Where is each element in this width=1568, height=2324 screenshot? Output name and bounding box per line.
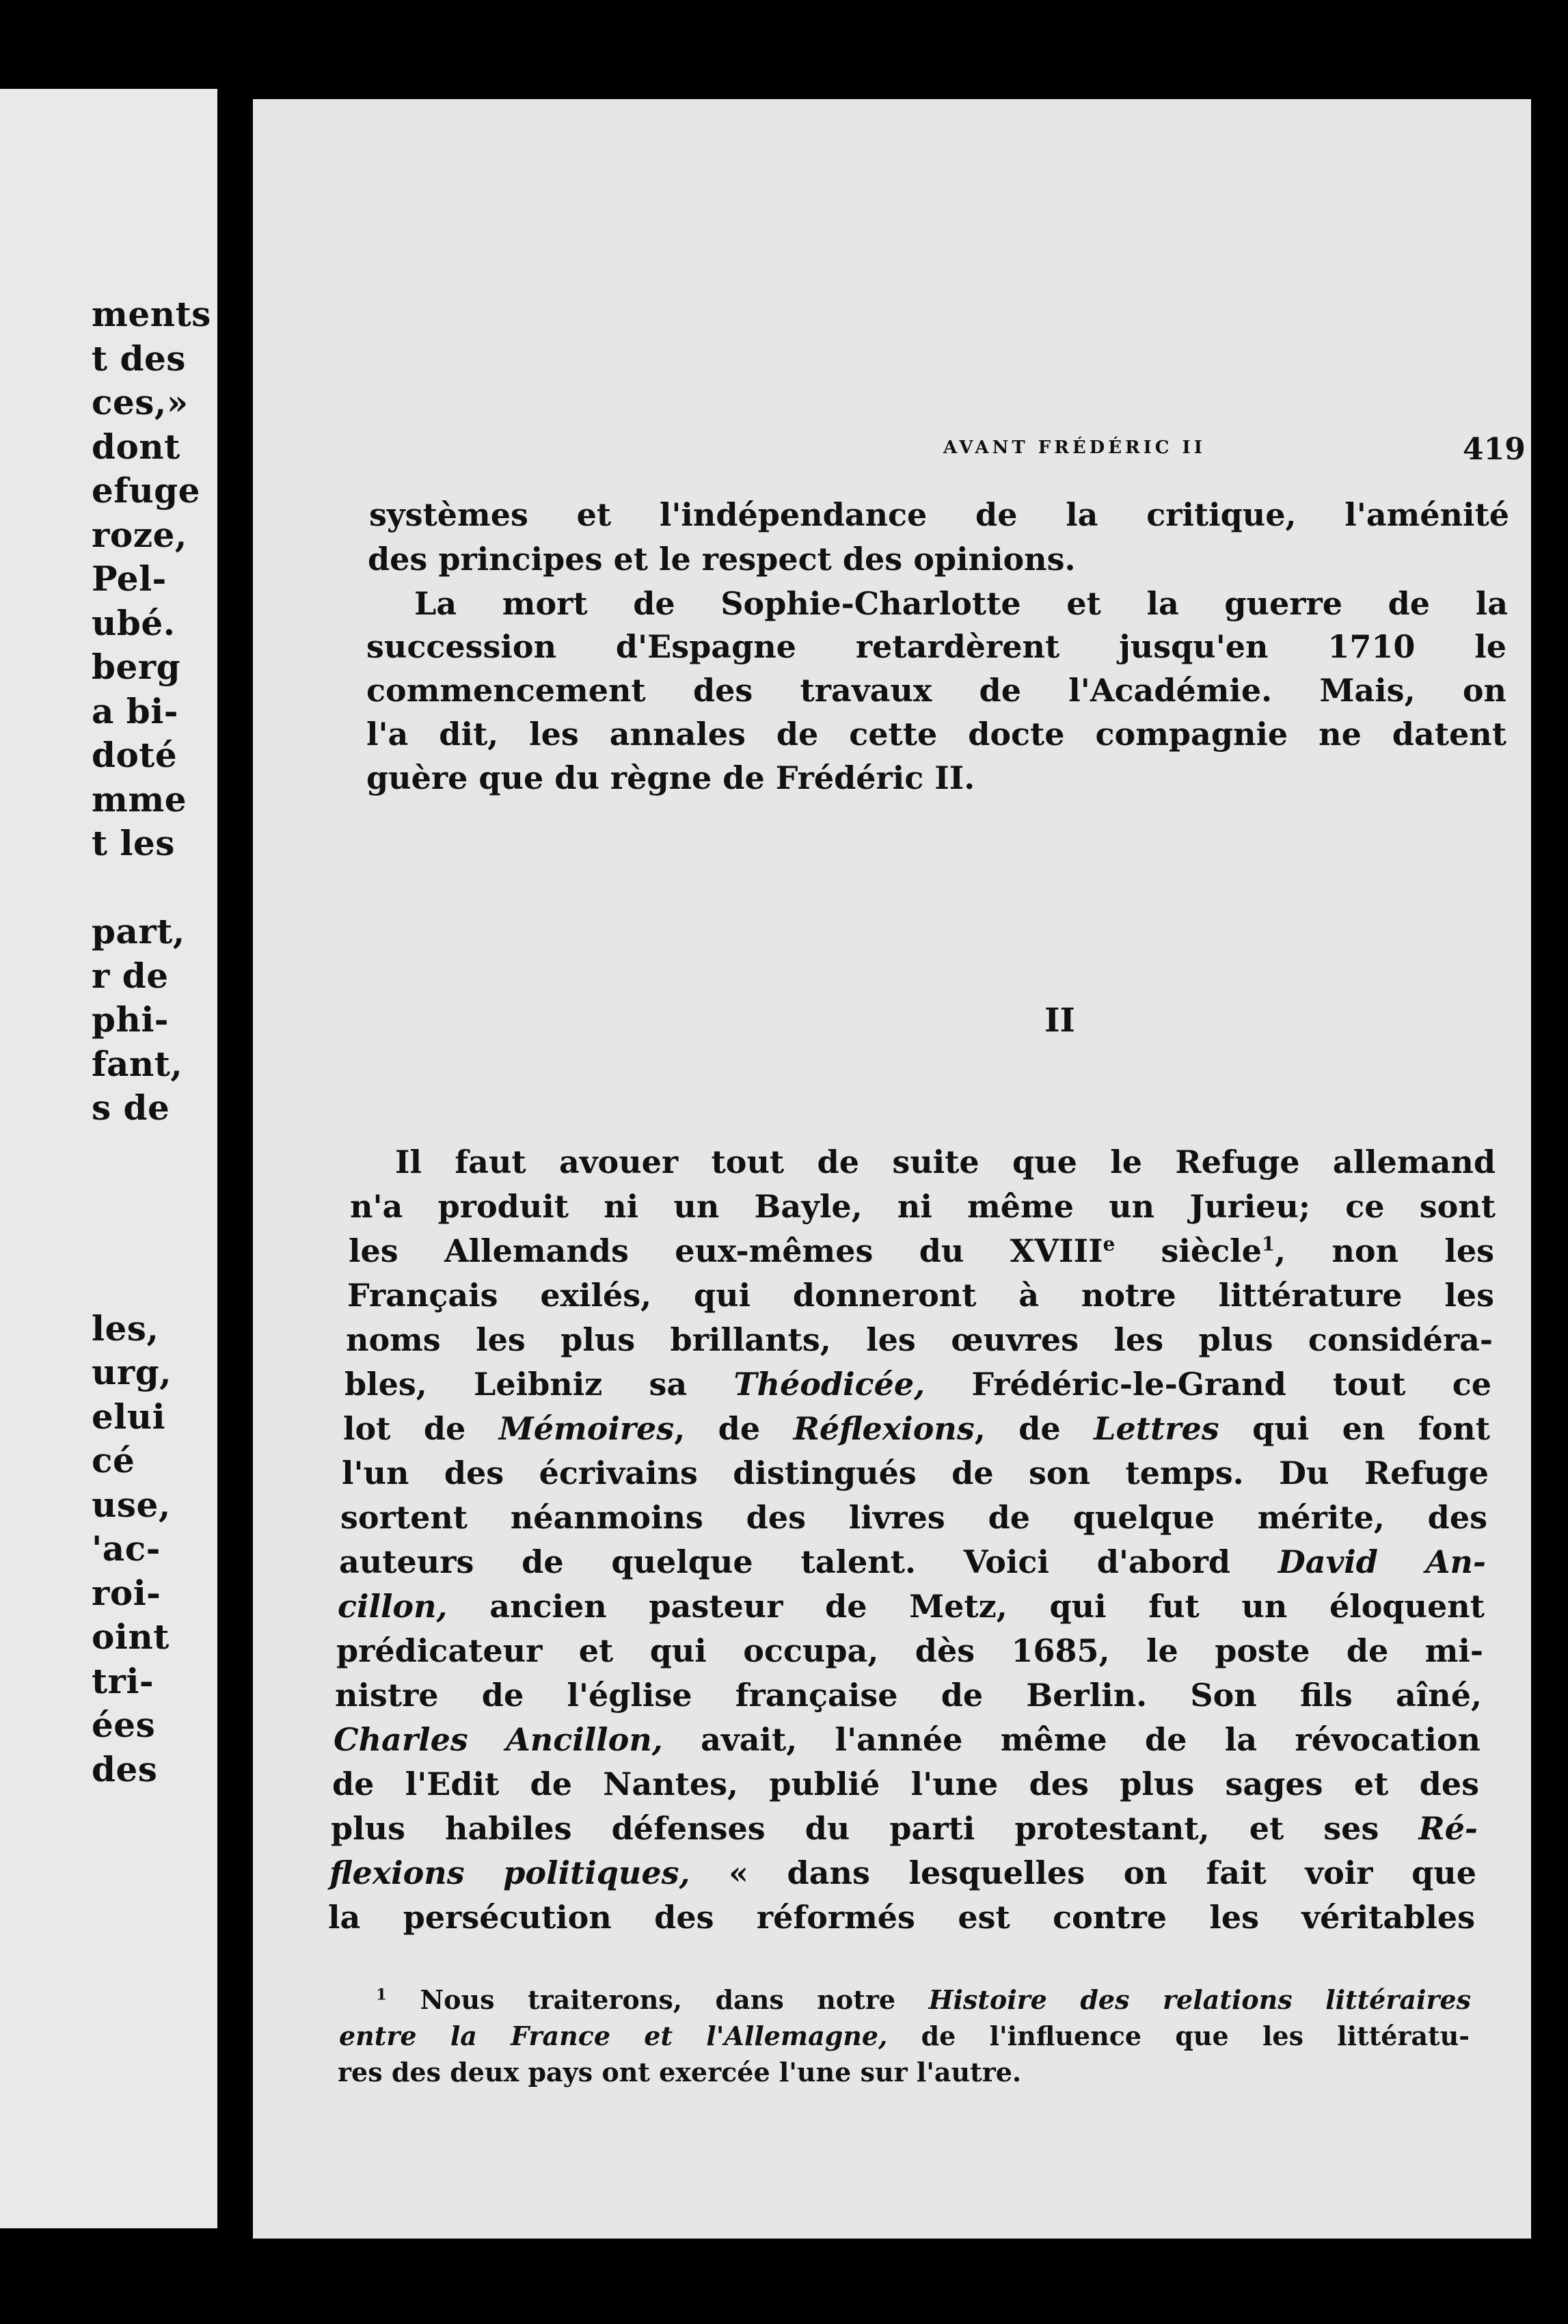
- paragraph-line: La mort de Sophie-Charlotte et la guerre de la: [414, 585, 1508, 622]
- body-line: de l'Edit de Nantes, publié l'une des plus sages et des: [332, 1766, 1479, 1802]
- adjacent-page-line: Pel-: [92, 558, 167, 599]
- adjacent-page-line: les,: [92, 1308, 159, 1349]
- body-line: l'un des écrivains distingués de son temps. Du Refuge: [342, 1455, 1489, 1491]
- adjacent-page-line: ubé.: [92, 602, 176, 643]
- adjacent-page-line: tri-: [92, 1660, 154, 1701]
- adjacent-page-line: efuge: [92, 470, 200, 511]
- paragraph-line: guère que du règne de Frédéric II.: [366, 759, 975, 796]
- body-line: prédicateur et qui occupa, dès 1685, le poste de mi-: [336, 1632, 1483, 1669]
- footnote-line: $^1$ Nous traiterons, dans notre Histoire des relations littéraires: [376, 1984, 1471, 2015]
- page-number: 419: [1463, 432, 1526, 467]
- body-line: sortent néanmoins des livres de quelque mérite, des: [340, 1499, 1487, 1536]
- paragraph-line: commencement des travaux de l'Académie. Mais, on: [366, 672, 1506, 709]
- adjacent-page-line: roze,: [92, 514, 187, 555]
- adjacent-page-line: dont: [92, 426, 180, 467]
- adjacent-page-line: t les: [92, 823, 175, 863]
- body-line: flexions politiques, « dans lesquelles on fait voir que: [329, 1854, 1477, 1891]
- adjacent-page-line: ces,»: [92, 382, 189, 422]
- adjacent-page-line: roi-: [92, 1572, 161, 1613]
- book-gutter: [217, 0, 253, 2324]
- adjacent-page-line: des: [92, 1748, 158, 1789]
- adjacent-page-line: ées: [92, 1705, 156, 1745]
- body-line: auteurs de quelque talent. Voici d'abord David An-: [339, 1543, 1486, 1580]
- adjacent-page-line: berg: [92, 647, 181, 687]
- body-line: plus habiles défenses du parti protestant, et ses Ré-: [331, 1810, 1478, 1847]
- adjacent-page-line: part,: [92, 911, 185, 951]
- adjacent-page-line: t des: [92, 338, 186, 379]
- adjacent-page-line: doté: [92, 735, 178, 775]
- footnote-line: entre la France et l'Allemagne, de l'influence que les littératu-: [339, 2021, 1470, 2051]
- adjacent-page-line: use,: [92, 1484, 171, 1525]
- adjacent-page-line: ments: [92, 294, 211, 334]
- body-line: noms les plus brillants, les œuvres les plus considéra-: [346, 1321, 1493, 1358]
- section-number: II: [1044, 1001, 1075, 1040]
- paragraph-line: systèmes et l'indépendance de la critique, l'aménité: [369, 496, 1509, 533]
- adjacent-page-line: fant,: [92, 1043, 183, 1084]
- adjacent-page-line: r de: [92, 955, 169, 996]
- adjacent-page-line: elui: [92, 1396, 166, 1437]
- adjacent-page-line: urg,: [92, 1352, 172, 1392]
- adjacent-page-line: a bi-: [92, 690, 179, 731]
- body-line: Français exilés, qui donneront à notre littérature les: [347, 1277, 1494, 1314]
- footnote-line: res des deux pays ont exercée l'une sur l'autre.: [338, 2057, 1022, 2087]
- body-line: cillon, ancien pasteur de Metz, qui fut un éloquent: [338, 1588, 1485, 1625]
- paragraph-line: succession d'Espagne retardèrent jusqu'en 1710 le: [366, 628, 1506, 665]
- body-line: Charles Ancillon, avait, l'année même de la révocation: [334, 1721, 1481, 1758]
- adjacent-page-line: phi-: [92, 999, 170, 1040]
- adjacent-page-line: 'ac-: [92, 1528, 161, 1569]
- body-line: les Allemands eux-mêmes du XVIIIe siècle$^1$, non les: [349, 1232, 1494, 1269]
- body-line: bles, Leibniz sa Théodicée, Frédéric-le-Grand tout ce: [344, 1366, 1491, 1403]
- body-line: n'a produit ni un Bayle, ni même un Jurieu; ce sont: [350, 1188, 1496, 1225]
- body-line: lot de Mémoires, de Réflexions, de Lettres qui en font: [343, 1410, 1490, 1447]
- book-page: [253, 99, 1531, 2239]
- running-header-title: AVANT FRÉDÉRIC II: [943, 437, 1206, 458]
- adjacent-page-line: s de: [92, 1087, 170, 1128]
- body-line: nistre de l'église française de Berlin. Son fils aîné,: [335, 1677, 1482, 1714]
- body-line: la persécution des réformés est contre les véritables: [328, 1899, 1475, 1936]
- adjacent-page-line: mme: [92, 779, 187, 820]
- paragraph-line: l'a dit, les annales de cette docte compagnie ne datent: [366, 716, 1506, 753]
- paragraph-line: des principes et le respect des opinions.: [368, 541, 1076, 578]
- body-line: Il faut avouer tout de suite que le Refuge allemand: [395, 1144, 1496, 1180]
- adjacent-page-line: cé: [92, 1440, 135, 1481]
- adjacent-page-fragment: [0, 89, 217, 2228]
- adjacent-page-line: oint: [92, 1617, 170, 1657]
- footnote-marker: 1: [376, 1986, 387, 2004]
